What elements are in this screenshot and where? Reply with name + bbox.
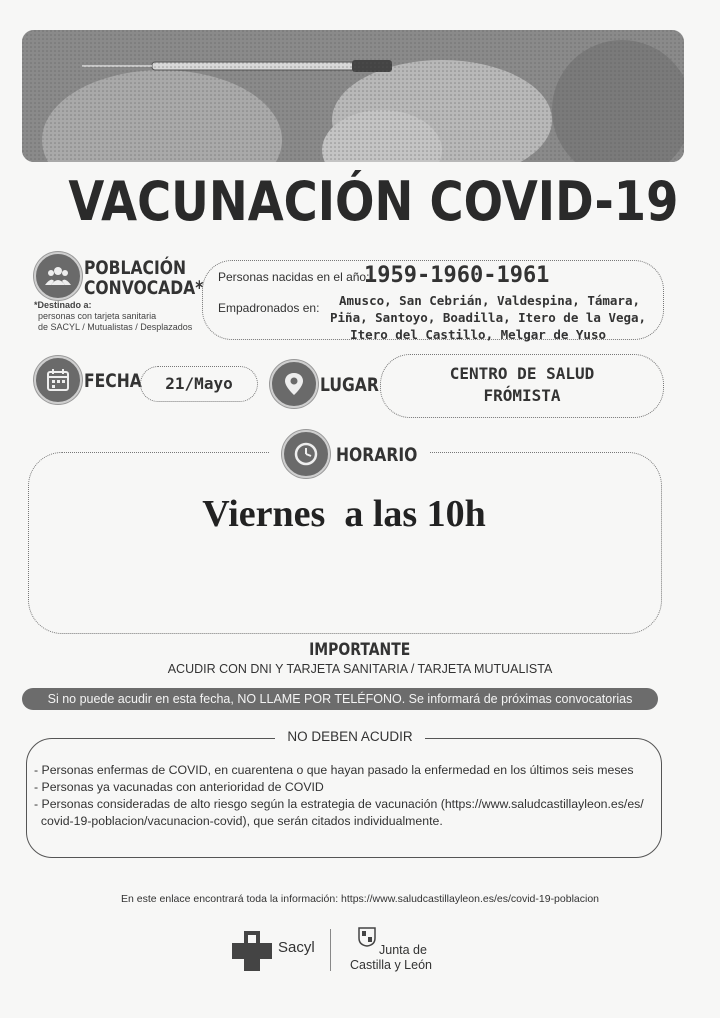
importante-title: IMPORTANTE [309,640,411,660]
warning-bar: Si no puede acudir en esta fecha, NO LLAME POR TELÉFONO. Se informará de próximas convocatorias [22,688,658,710]
clock-icon [282,430,330,478]
calendar-icon [34,356,82,404]
sacyl-logo-icon [230,929,274,973]
people-icon [34,252,82,300]
logo-divider [330,929,331,971]
list-item: - Personas ya vacunadas con anterioridad de COVID [34,780,324,794]
banner-image [22,30,684,162]
no-deben-title: NO DEBEN ACUDIR [0,728,700,746]
list-item: covid-19-poblacion/vacunacion-covid), que serán citados individualmente. [34,814,443,828]
jcyl-name-line2: Castilla y León [350,958,432,972]
fecha-value-box [140,366,258,402]
no-deben-list [34,762,654,830]
towns-list: Amusco, San Cebrián, Valdespina, Támara, Piña, Santoyo, Boadilla, Itero de la Vega, Itero del Castillo, Melgar de Yuso [330,293,647,342]
lugar-line1: CENTRO DE SALUD [449,364,595,383]
empadronados-label: Empadronados en: [218,301,320,315]
page-title: VACUNACIÓN COVID-19 [68,170,679,233]
logos [230,925,490,975]
lugar-line2: FRÓMISTA [483,386,561,405]
fecha-label: FECHA [84,370,142,392]
birth-years: 1959-1960-1961 [364,263,550,288]
list-item: - Personas consideradas de alto riesgo según la estrategia de vacunación (https://www.saludcastillayleon.es/es/ [34,797,644,811]
horario-box [28,452,662,634]
lugar-box [380,354,664,418]
location-pin-icon [270,360,318,408]
importante-section [0,640,720,676]
horario-label: HORARIO [336,444,418,466]
footer-link-label: En este enlace encontrará toda la información: [120,893,339,905]
jcyl-shield-icon [358,927,376,947]
footer-link-url[interactable]: https://www.saludcastillayleon.es/es/covid-19-poblacion [341,893,600,905]
list-item: - Personas enfermas de COVID, en cuarentena o que hayan pasado la enfermedad en los últimos seis meses [34,763,634,777]
jcyl-name: Junta de [379,943,427,957]
lugar-label: LUGAR [320,374,379,396]
importante-text: ACUDIR CON DNI Y TARJETA SANITARIA / TARJETA MUTUALISTA [167,662,553,676]
sacyl-name: Sacyl [278,939,315,956]
poblacion-label: POBLACIÓN CONVOCADA* [84,257,204,299]
destinado-note: *Destinado a: personas con tarjeta sanitaria de SACYL / Mutualistas / Desplazados [34,300,193,332]
fecha-value: 21/Mayo [165,374,233,393]
nacidas-label: Personas nacidas en el año: [218,270,370,284]
syringe-illustration [22,30,684,162]
horario-value: Viernes a las 10h [202,493,486,535]
footer-info [0,893,720,905]
